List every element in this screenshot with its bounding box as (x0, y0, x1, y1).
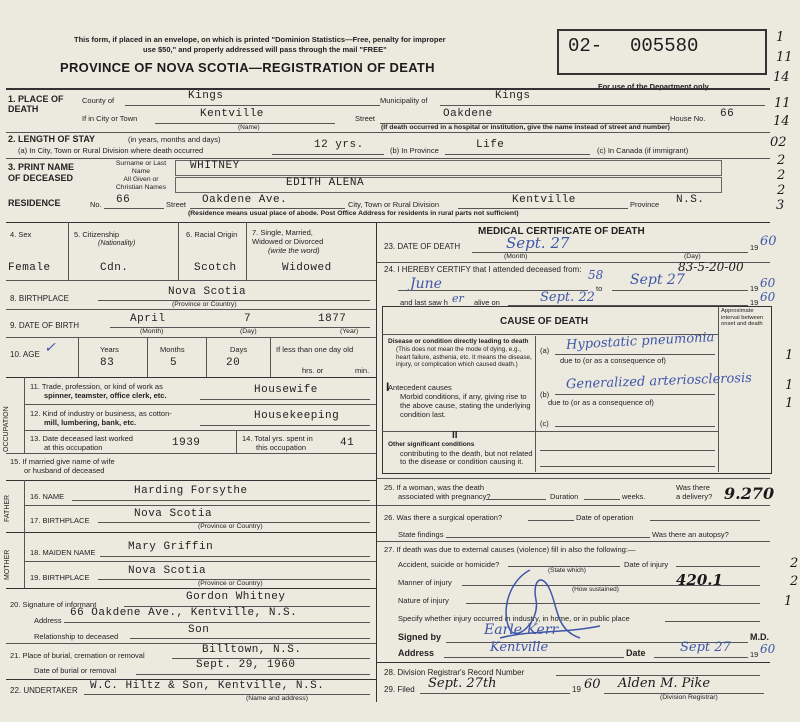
father-name-label: 16. NAME (30, 492, 65, 501)
industry-label-1: 12. Kind of industry or business, as cotton- (30, 409, 172, 418)
undertaker-label: 22. UNDERTAKER (10, 686, 78, 695)
margin-code: 2 (777, 168, 786, 183)
margin-code: 2 (777, 183, 786, 198)
department-note: For use of the Department only (598, 82, 709, 91)
name-sub: (Name) (238, 124, 260, 131)
occupation-side-label: OCCUPATION (3, 406, 10, 452)
age-check-mark: ✓ (44, 340, 56, 356)
municipality-label: Municipality of (380, 96, 428, 105)
pregnancy-label-2: associated with pregnancy? (398, 492, 491, 501)
age-days: 20 (226, 357, 241, 369)
operation-date-label: Date of operation (576, 513, 634, 522)
other-note: contributing to the death, but not related to the disease or condition causing it. (400, 449, 533, 466)
medical-title: MEDICAL CERTIFICATE OF DEATH (478, 226, 645, 237)
delivery-label-1: Was there (676, 483, 710, 492)
attended-to: Sept 27 (630, 272, 685, 288)
last-saw-date: Sept. 22 (540, 290, 595, 305)
dob-month: April (130, 313, 166, 325)
stay-canada-label: (c) In Canada (if immigrant) (597, 146, 689, 155)
manner-code: 420.1 (676, 571, 723, 589)
antecedent-label: Antecedent causes (388, 383, 452, 392)
informant-address-label: Address (34, 616, 62, 625)
delivery-label-2: a delivery? (676, 492, 713, 501)
months-label: Months (160, 345, 185, 354)
relationship-label: Relationship to deceased (34, 632, 119, 641)
section-1: I (386, 380, 390, 394)
external-label: 27. If death was due to external causes (violence) fill in also the following:— (384, 545, 636, 554)
city-label: If in City or Town (82, 114, 138, 123)
mother-maiden-name: Mary Griffin (128, 541, 214, 553)
margin-code: 1 (776, 30, 785, 45)
cause-b: Generalized arteriosclerosis (565, 370, 753, 393)
margin-code: 2 (790, 556, 799, 571)
physician-date: Sept 27 (680, 640, 731, 655)
dob-year-sub: (Year) (340, 328, 359, 335)
findings-label: State findings (398, 530, 444, 539)
sex-value: Female (8, 262, 51, 274)
physician-date-year: 60 (760, 642, 776, 656)
hrs-label: hrs. or (302, 366, 324, 375)
interval-label: Approximate interval between onset and death (721, 308, 764, 327)
residence-note: (Residence means usual place of abode. Post Office Address for residents in rural parts not sufficient) (188, 210, 519, 217)
address-label: Address (398, 648, 435, 658)
margin-code: 1 (784, 594, 793, 609)
margin-code: 1 (785, 396, 794, 411)
surname-value: WHITNEY (190, 160, 240, 172)
accident-label: Accident, suicide or homicide? (398, 560, 500, 569)
filed-label: 29. Filed (384, 685, 415, 694)
cause-a: Hypostatic pneumonia (565, 330, 715, 353)
signer: Earle Kerr (484, 622, 559, 638)
stay-city-label: (a) In City, Town or Rural Division where death occurred (18, 146, 204, 155)
envelope-note-1: This form, if placed in an envelope, on which is printed "Dominion Statistics—Free, penalty for improper (74, 35, 446, 44)
antecedent-note: Morbid conditions, if any, giving rise to the above cause, stating the underlying condition last. (400, 392, 531, 419)
margin-code: 2 (790, 574, 799, 589)
age-months: 5 (170, 357, 178, 369)
disease-note: (This does not mean the mode of dying, e.g., heart failure, asthenia, etc. It means the disease, injury, or complication which caused death.) (396, 346, 532, 368)
birthplace-label: 8. BIRTHPLACE (10, 294, 69, 303)
trade-label-1: 11. Trade, profession, or kind of work as (30, 382, 163, 391)
manner-label: Manner of injury (398, 578, 452, 587)
mother-side-label: MOTHER (4, 549, 11, 580)
registrar-record-label: 28. Division Registrar's Record Number (384, 668, 525, 677)
min-label: min. (355, 366, 370, 375)
burial-place-label: 21. Place of burial, cremation or removal (10, 651, 145, 660)
weeks-label: weeks. (622, 492, 646, 501)
residence-province-label: Province (630, 200, 660, 209)
city-value: Kentville (200, 108, 264, 120)
place-of-death-label: 1. PLACE OF DEATH (8, 94, 64, 114)
attended-from-year: 58 (588, 268, 604, 282)
undertaker-sub: (Name and address) (246, 695, 308, 702)
residence-label: RESIDENCE (8, 198, 61, 208)
date-of-death: Sept. 27 (506, 234, 570, 252)
registrar-sub: (Division Registrar) (660, 694, 718, 701)
house-value: 66 (720, 108, 735, 120)
stay-city-value: 12 yrs. (314, 139, 364, 151)
envelope-note-2: use $50," and properly addressed will pass through the mail "FREE" (143, 45, 387, 54)
how-sustained: (How sustained) (572, 586, 619, 593)
last-worked-label-1: 13. Date deceased last worked (30, 434, 133, 443)
dod-year-suffix: 60 (760, 234, 777, 249)
duration-label: Duration (550, 492, 579, 501)
stay-province-label: (b) In Province (390, 146, 439, 155)
marital-label-1: 7. Single, Married, (252, 228, 313, 237)
line-c: (c) (540, 419, 549, 428)
autopsy-label: Was there an autopsy? (652, 530, 729, 539)
dod-year-prefix: 19 (750, 243, 759, 252)
burial-place: Billtown, N.S. (202, 644, 302, 656)
residence-street: Oakdene Ave. (202, 194, 288, 206)
physician-address: Kentville (490, 640, 549, 655)
burial-date: Sept. 29, 1960 (196, 659, 296, 671)
state-which: (State which) (548, 567, 586, 574)
county-value: Kings (188, 90, 224, 102)
last-saw-label: and last saw h (400, 298, 448, 307)
years-label: Years (100, 345, 119, 354)
industry-value: Housekeeping (254, 410, 340, 422)
house-label: House No. (670, 114, 706, 123)
section-2: II (452, 430, 458, 441)
margin-code: 14 (773, 70, 790, 85)
father-side-label: FATHER (4, 494, 11, 522)
father-birthplace-sub: (Province or Country) (198, 523, 263, 530)
mother-birthplace-sub: (Province or Country) (198, 580, 263, 587)
registration-number: 005580 (630, 35, 699, 57)
filed-year: 60 (584, 677, 601, 692)
sex-label: 4. Sex (10, 230, 32, 239)
margin-code-24: 83-5-20-00 (678, 260, 744, 274)
residence-city: Kentville (512, 194, 576, 206)
last-worked-value: 1939 (172, 437, 201, 449)
street-label: Street (355, 114, 376, 123)
margin-code: 11 (774, 96, 791, 111)
attended-to-year-prefix: 19 (750, 284, 759, 293)
margin-code: 1 (785, 378, 794, 393)
surgical-label: 26. Was there a surgical operation? (384, 513, 503, 522)
citizenship-sub: (Nationality) (98, 240, 136, 247)
certify-label: 24. I HEREBY CERTIFY that I attended deceased from: (384, 265, 582, 274)
length-of-stay-sub: (in years, months and days) (128, 135, 221, 144)
residence-no: 66 (116, 194, 131, 206)
dod-day-sub: (Day) (684, 253, 701, 260)
marital-value: Widowed (282, 262, 332, 274)
attended-to-year: 60 (760, 276, 776, 290)
margin-code: 02 (770, 135, 787, 150)
spouse-label-2: or husband of deceased (24, 466, 105, 475)
date-label: Date (626, 648, 646, 658)
to-label: to (596, 284, 603, 293)
line-b: (b) (540, 390, 550, 399)
given-names-value: EDITH ALENA (286, 177, 365, 189)
total-years-label-2: this occupation (256, 443, 307, 452)
days-label: Days (230, 345, 248, 354)
specify-label: Specify whether injury occurred in industry, in home, or in public place (398, 614, 630, 623)
dob-day: 7 (244, 313, 252, 325)
margin-code: 14 (773, 114, 790, 129)
residence-province: N.S. (676, 194, 705, 206)
father-name: Harding Forsythe (134, 485, 248, 497)
disease-label: Disease or condition directly leading to death (388, 338, 529, 345)
margin-code-25: 9.270 (724, 484, 775, 503)
marital-label-2: Widowed or Divorced (252, 237, 324, 246)
marital-label-3: (write the word) (268, 246, 320, 255)
physician-date-year-prefix: 19 (750, 650, 759, 659)
citizenship-value: Cdn. (100, 262, 129, 274)
racial-value: Scotch (194, 262, 237, 274)
municipality-value: Kings (495, 90, 531, 102)
burial-date-label: Date of burial or removal (34, 666, 117, 675)
street-value: Oakdene (443, 108, 493, 120)
residence-city-label: City, Town or Rural Division (348, 200, 439, 209)
undertaker-value: W.C. Hiltz & Son, Kentville, N.S. (90, 680, 325, 692)
total-years-value: 41 (340, 437, 355, 449)
last-saw-year: 60 (760, 290, 776, 304)
injury-date-label: Date of injury (624, 560, 669, 569)
signed-label: Signed by (398, 632, 442, 642)
trade-label-2: spinner, teamster, office clerk, etc. (44, 391, 167, 400)
residence-no-label: No. (90, 200, 102, 209)
racial-label: 6. Racial Origin (186, 230, 238, 239)
spouse-label-1: 15. If married give name of wife (10, 457, 115, 466)
stay-province-value: Life (476, 139, 505, 151)
filed-date: Sept. 27th (428, 676, 497, 691)
birthplace-value: Nova Scotia (168, 286, 247, 298)
mother-birthplace-label: 19. BIRTHPLACE (30, 573, 90, 582)
total-years-label-1: 14. Total yrs. spent in (242, 434, 313, 443)
less-than-day-label: If less than one day old (276, 345, 354, 354)
mother-maiden-label: 18. MAIDEN NAME (30, 548, 96, 557)
dob-day-sub: (Day) (240, 328, 257, 335)
due-to-1: due to (or as a consequence of) (560, 356, 666, 365)
father-birthplace-label: 17. BIRTHPLACE (30, 516, 90, 525)
given-names-label: All Given or Christian Names (115, 176, 167, 191)
margin-code: 3 (776, 198, 785, 213)
hospital-note: (If death occurred in a hospital or institution, give the name instead of street and number) (381, 124, 670, 131)
trade-value: Housewife (254, 384, 318, 396)
dod-month-sub: (Month) (504, 253, 528, 260)
father-birthplace: Nova Scotia (134, 508, 213, 520)
residence-street-label: Street (166, 200, 187, 209)
informant-address: 66 Oakdene Ave., Kentville, N.S. (70, 607, 298, 619)
citizenship-label: 5. Citizenship (74, 230, 120, 239)
length-of-stay-label: 2. LENGTH OF STAY (8, 134, 96, 144)
divider (6, 88, 770, 90)
informant-signature-label: 20. Signature of informant (10, 600, 97, 609)
form-title: PROVINCE OF NOVA SCOTIA—REGISTRATION OF DEATH (60, 60, 435, 75)
pen-scribble (470, 560, 620, 650)
relationship-value: Son (188, 624, 210, 636)
attended-from: June (410, 276, 442, 292)
last-saw-year-prefix: 19 (750, 298, 759, 307)
margin-code: 2 (777, 153, 786, 168)
dob-month-sub: (Month) (140, 328, 164, 335)
deceased-name-label: 3. PRINT NAME OF DECEASED (8, 162, 75, 183)
other-label: Other significant conditions (388, 441, 475, 448)
registration-prefix: 02- (568, 35, 603, 57)
last-saw-suffix: er (452, 292, 464, 305)
mother-birthplace: Nova Scotia (128, 565, 207, 577)
due-to-2: due to (or as a consequence of) (548, 398, 654, 407)
county-label: County of (82, 96, 115, 105)
informant-name: Gordon Whitney (186, 591, 286, 603)
filed-year-prefix: 19 (572, 685, 581, 694)
age-years: 83 (100, 357, 115, 369)
nature-label: Nature of injury (398, 596, 449, 605)
age-label: 10. AGE (10, 350, 40, 359)
alive-on-label: alive on (474, 298, 500, 307)
cause-title: CAUSE OF DEATH (500, 316, 589, 327)
dob-year: 1877 (318, 313, 347, 325)
last-worked-label-2: at this occupation (44, 443, 103, 452)
surname-label: Surname or Last Name (115, 160, 167, 175)
pregnancy-label-1: 25. If a woman, was the death (384, 483, 485, 492)
date-of-death-label: 23. DATE OF DEATH (384, 242, 461, 251)
dob-label: 9. DATE OF BIRTH (10, 321, 80, 330)
industry-label-2: mill, lumbering, bank, etc. (44, 418, 137, 427)
birthplace-sub: (Province or Country) (172, 301, 237, 308)
margin-code: 11 (776, 50, 793, 65)
md-label: M.D. (750, 632, 769, 642)
margin-code: 1 (785, 348, 794, 363)
line-a: (a) (540, 346, 550, 355)
registrar-signature: Alden M. Pike (618, 676, 711, 691)
